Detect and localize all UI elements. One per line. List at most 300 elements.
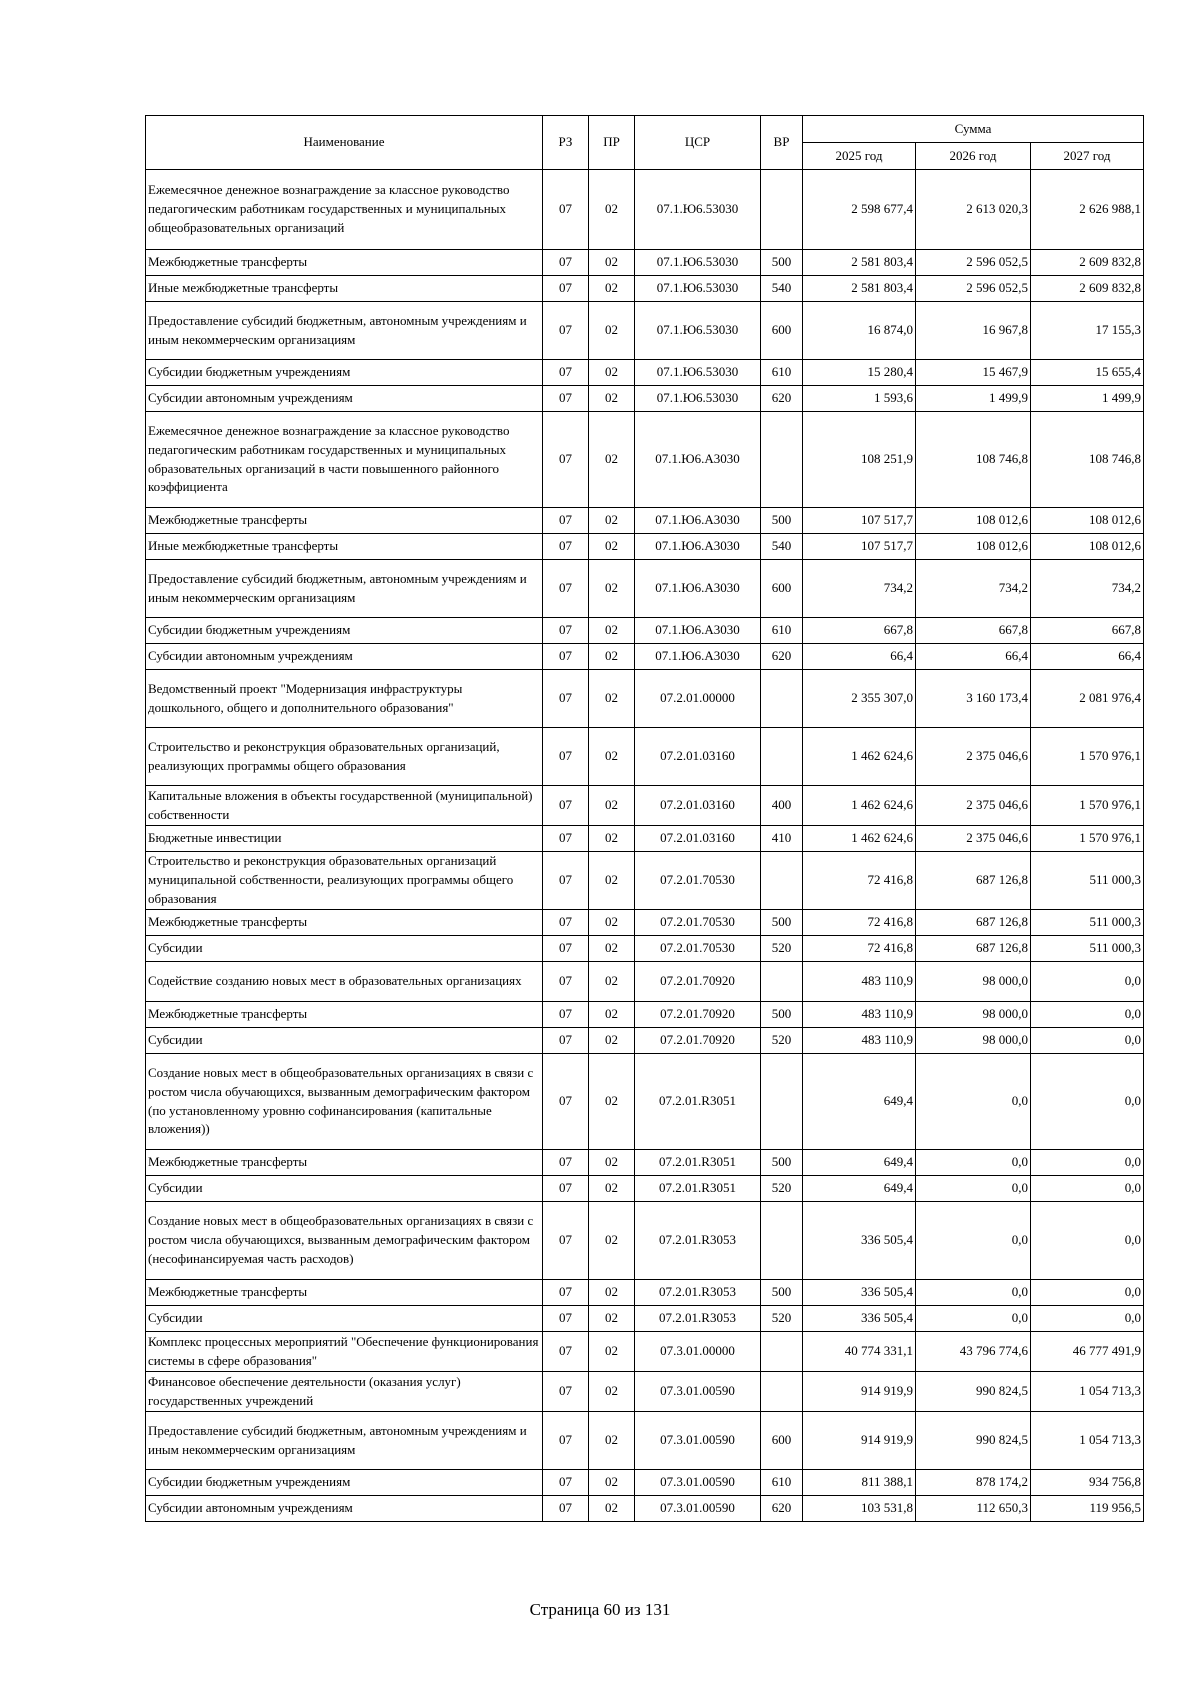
cell-pr: 02 xyxy=(589,910,635,936)
cell-rz: 07 xyxy=(543,1372,589,1412)
cell-name: Межбюджетные трансферты xyxy=(146,910,543,936)
cell-vr: 400 xyxy=(761,786,803,826)
cell-2026: 687 126,8 xyxy=(916,852,1031,910)
cell-pr: 02 xyxy=(589,1176,635,1202)
cell-2027: 66,4 xyxy=(1031,644,1144,670)
table-row xyxy=(146,1054,1144,1150)
cell-2027: 119 956,5 xyxy=(1031,1496,1144,1522)
cell-rz: 07 xyxy=(543,170,589,250)
cell-2026: 16 967,8 xyxy=(916,302,1031,360)
cell-2027: 108 012,6 xyxy=(1031,534,1144,560)
cell-csr: 07.1.Ю6.А3030 xyxy=(635,618,761,644)
cell-2027: 0,0 xyxy=(1031,1150,1144,1176)
cell-2026: 3 160 173,4 xyxy=(916,670,1031,728)
cell-2027: 46 777 491,9 xyxy=(1031,1332,1144,1372)
cell-rz: 07 xyxy=(543,508,589,534)
cell-pr: 02 xyxy=(589,962,635,1002)
cell-2025: 336 505,4 xyxy=(803,1280,916,1306)
cell-name: Создание новых мест в общеобразовательных организациях в связи с ростом числа обучающихся, вызванным демографическим фактором (несофинансируемая часть расходов) xyxy=(146,1202,543,1280)
cell-2025: 107 517,7 xyxy=(803,534,916,560)
cell-2025: 103 531,8 xyxy=(803,1496,916,1522)
cell-vr xyxy=(761,1332,803,1372)
cell-name: Субсидии автономным учреждениям xyxy=(146,644,543,670)
header-pr: ПР xyxy=(589,116,635,170)
cell-rz: 07 xyxy=(543,534,589,560)
cell-name: Межбюджетные трансферты xyxy=(146,250,543,276)
cell-2025: 649,4 xyxy=(803,1150,916,1176)
cell-name: Строительство и реконструкция образовательных организаций, реализующих программы общего образования xyxy=(146,728,543,786)
cell-2026: 0,0 xyxy=(916,1280,1031,1306)
cell-2025: 811 388,1 xyxy=(803,1470,916,1496)
cell-2025: 2 355 307,0 xyxy=(803,670,916,728)
table-row xyxy=(146,728,1144,786)
table-row xyxy=(146,618,1144,644)
cell-vr: 500 xyxy=(761,250,803,276)
cell-vr: 610 xyxy=(761,618,803,644)
cell-vr: 620 xyxy=(761,386,803,412)
cell-vr xyxy=(761,728,803,786)
cell-2025: 72 416,8 xyxy=(803,910,916,936)
cell-2026: 0,0 xyxy=(916,1176,1031,1202)
cell-name: Финансовое обеспечение деятельности (оказания услуг) государственных учреждений xyxy=(146,1372,543,1412)
cell-pr: 02 xyxy=(589,1412,635,1470)
header-sum: Сумма xyxy=(803,116,1144,143)
cell-rz: 07 xyxy=(543,276,589,302)
cell-2026: 0,0 xyxy=(916,1054,1031,1150)
cell-2027: 2 609 832,8 xyxy=(1031,276,1144,302)
cell-pr: 02 xyxy=(589,170,635,250)
cell-csr: 07.2.01.R3053 xyxy=(635,1280,761,1306)
cell-pr: 02 xyxy=(589,1372,635,1412)
cell-2027: 0,0 xyxy=(1031,1280,1144,1306)
cell-vr: 600 xyxy=(761,302,803,360)
cell-2027: 108 746,8 xyxy=(1031,412,1144,508)
cell-pr: 02 xyxy=(589,852,635,910)
cell-vr: 520 xyxy=(761,1176,803,1202)
cell-vr: 500 xyxy=(761,1002,803,1028)
cell-2027: 511 000,3 xyxy=(1031,852,1144,910)
cell-rz: 07 xyxy=(543,670,589,728)
cell-name: Субсидии бюджетным учреждениям xyxy=(146,360,543,386)
cell-pr: 02 xyxy=(589,618,635,644)
cell-vr: 540 xyxy=(761,534,803,560)
cell-rz: 07 xyxy=(543,1176,589,1202)
cell-pr: 02 xyxy=(589,360,635,386)
cell-vr: 410 xyxy=(761,826,803,852)
cell-2026: 112 650,3 xyxy=(916,1496,1031,1522)
cell-name: Создание новых мест в общеобразовательных организациях в связи с ростом числа обучающихся, вызванным демографическим фактором (по установленному уровню софинансирования (капитальные вложения)) xyxy=(146,1054,543,1150)
cell-pr: 02 xyxy=(589,1496,635,1522)
cell-vr xyxy=(761,1202,803,1280)
table-row xyxy=(146,826,1144,852)
cell-csr: 07.2.01.R3051 xyxy=(635,1054,761,1150)
cell-pr: 02 xyxy=(589,534,635,560)
cell-csr: 07.2.01.R3053 xyxy=(635,1202,761,1280)
cell-2025: 649,4 xyxy=(803,1176,916,1202)
cell-csr: 07.2.01.70530 xyxy=(635,910,761,936)
cell-2027: 511 000,3 xyxy=(1031,910,1144,936)
cell-name: Предоставление субсидий бюджетным, автономным учреждениям и иным некоммерческим организациям xyxy=(146,302,543,360)
cell-2026: 1 499,9 xyxy=(916,386,1031,412)
table-row xyxy=(146,302,1144,360)
table-row xyxy=(146,1412,1144,1470)
cell-name: Субсидии xyxy=(146,1176,543,1202)
cell-rz: 07 xyxy=(543,1332,589,1372)
cell-2027: 2 626 988,1 xyxy=(1031,170,1144,250)
cell-csr: 07.2.01.R3053 xyxy=(635,1306,761,1332)
header-2027: 2027 год xyxy=(1031,143,1144,170)
cell-rz: 07 xyxy=(543,1496,589,1522)
cell-2025: 649,4 xyxy=(803,1054,916,1150)
table-row xyxy=(146,360,1144,386)
cell-pr: 02 xyxy=(589,302,635,360)
cell-2026: 2 375 046,6 xyxy=(916,728,1031,786)
cell-pr: 02 xyxy=(589,1028,635,1054)
cell-pr: 02 xyxy=(589,1470,635,1496)
cell-2027: 0,0 xyxy=(1031,1176,1144,1202)
cell-pr: 02 xyxy=(589,508,635,534)
header-2026: 2026 год xyxy=(916,143,1031,170)
cell-csr: 07.1.Ю6.53030 xyxy=(635,386,761,412)
cell-vr: 600 xyxy=(761,1412,803,1470)
cell-pr: 02 xyxy=(589,670,635,728)
cell-vr: 600 xyxy=(761,560,803,618)
cell-2026: 98 000,0 xyxy=(916,1002,1031,1028)
header-2025: 2025 год xyxy=(803,143,916,170)
table-row xyxy=(146,852,1144,910)
cell-2027: 934 756,8 xyxy=(1031,1470,1144,1496)
cell-pr: 02 xyxy=(589,276,635,302)
table-row xyxy=(146,936,1144,962)
cell-csr: 07.1.Ю6.А3030 xyxy=(635,534,761,560)
cell-2026: 108 746,8 xyxy=(916,412,1031,508)
cell-csr: 07.3.01.00590 xyxy=(635,1470,761,1496)
cell-rz: 07 xyxy=(543,936,589,962)
table-row xyxy=(146,1202,1144,1280)
cell-name: Ежемесячное денежное вознаграждение за классное руководство педагогическим работникам государственных и муниципальных образовательных организаций в части повышенного районного коэффициента xyxy=(146,412,543,508)
cell-2026: 990 824,5 xyxy=(916,1372,1031,1412)
cell-rz: 07 xyxy=(543,618,589,644)
cell-2027: 0,0 xyxy=(1031,1202,1144,1280)
table-row xyxy=(146,1470,1144,1496)
cell-name: Субсидии автономным учреждениям xyxy=(146,1496,543,1522)
table-row xyxy=(146,386,1144,412)
cell-2025: 336 505,4 xyxy=(803,1306,916,1332)
cell-pr: 02 xyxy=(589,786,635,826)
cell-vr xyxy=(761,670,803,728)
table-row xyxy=(146,962,1144,1002)
table-row xyxy=(146,560,1144,618)
cell-pr: 02 xyxy=(589,1150,635,1176)
cell-2027: 1 570 976,1 xyxy=(1031,728,1144,786)
table-row xyxy=(146,1280,1144,1306)
cell-csr: 07.1.Ю6.А3030 xyxy=(635,560,761,618)
cell-name: Ежемесячное денежное вознаграждение за классное руководство педагогическим работникам государственных и муниципальных общеобразовательных организаций xyxy=(146,170,543,250)
cell-2026: 43 796 774,6 xyxy=(916,1332,1031,1372)
cell-csr: 07.1.Ю6.А3030 xyxy=(635,412,761,508)
cell-csr: 07.2.01.03160 xyxy=(635,826,761,852)
table-row xyxy=(146,508,1144,534)
cell-rz: 07 xyxy=(543,560,589,618)
cell-2027: 1 054 713,3 xyxy=(1031,1412,1144,1470)
cell-2025: 1 462 624,6 xyxy=(803,826,916,852)
cell-2025: 914 919,9 xyxy=(803,1372,916,1412)
cell-csr: 07.1.Ю6.53030 xyxy=(635,170,761,250)
cell-2027: 0,0 xyxy=(1031,1002,1144,1028)
cell-rz: 07 xyxy=(543,728,589,786)
cell-name: Капитальные вложения в объекты государственной (муниципальной) собственности xyxy=(146,786,543,826)
cell-2026: 108 012,6 xyxy=(916,508,1031,534)
table-row xyxy=(146,276,1144,302)
table-row xyxy=(146,786,1144,826)
cell-2027: 1 570 976,1 xyxy=(1031,786,1144,826)
cell-2025: 16 874,0 xyxy=(803,302,916,360)
cell-2025: 72 416,8 xyxy=(803,936,916,962)
cell-2026: 687 126,8 xyxy=(916,936,1031,962)
cell-vr xyxy=(761,1054,803,1150)
cell-pr: 02 xyxy=(589,1002,635,1028)
cell-2027: 1 054 713,3 xyxy=(1031,1372,1144,1412)
cell-vr: 500 xyxy=(761,1150,803,1176)
cell-name: Субсидии бюджетным учреждениям xyxy=(146,1470,543,1496)
cell-csr: 07.3.01.00590 xyxy=(635,1496,761,1522)
cell-2026: 0,0 xyxy=(916,1202,1031,1280)
cell-2026: 98 000,0 xyxy=(916,1028,1031,1054)
cell-2025: 914 919,9 xyxy=(803,1412,916,1470)
cell-rz: 07 xyxy=(543,852,589,910)
cell-csr: 07.2.01.00000 xyxy=(635,670,761,728)
cell-2025: 336 505,4 xyxy=(803,1202,916,1280)
page-footer: Страница 60 из 131 xyxy=(529,1600,671,1619)
cell-name: Субсидии xyxy=(146,936,543,962)
cell-csr: 07.1.Ю6.А3030 xyxy=(635,644,761,670)
cell-name: Строительство и реконструкция образовательных организаций муниципальной собственности, реализующих программы общего образования xyxy=(146,852,543,910)
cell-2027: 108 012,6 xyxy=(1031,508,1144,534)
cell-csr: 07.2.01.03160 xyxy=(635,786,761,826)
cell-rz: 07 xyxy=(543,962,589,1002)
table-row xyxy=(146,170,1144,250)
cell-2026: 2 375 046,6 xyxy=(916,786,1031,826)
table-row xyxy=(146,534,1144,560)
cell-rz: 07 xyxy=(543,1280,589,1306)
cell-name: Субсидии автономным учреждениям xyxy=(146,386,543,412)
table-row xyxy=(146,1002,1144,1028)
cell-2026: 687 126,8 xyxy=(916,910,1031,936)
cell-2026: 2 596 052,5 xyxy=(916,276,1031,302)
cell-csr: 07.1.Ю6.53030 xyxy=(635,302,761,360)
cell-vr xyxy=(761,852,803,910)
cell-pr: 02 xyxy=(589,250,635,276)
cell-2027: 15 655,4 xyxy=(1031,360,1144,386)
cell-2027: 0,0 xyxy=(1031,1306,1144,1332)
cell-pr: 02 xyxy=(589,936,635,962)
table-body xyxy=(146,170,1144,1522)
cell-pr: 02 xyxy=(589,412,635,508)
cell-2026: 108 012,6 xyxy=(916,534,1031,560)
header-csr: ЦСР xyxy=(635,116,761,170)
cell-name: Межбюджетные трансферты xyxy=(146,508,543,534)
cell-2026: 734,2 xyxy=(916,560,1031,618)
cell-csr: 07.2.01.70920 xyxy=(635,1028,761,1054)
cell-vr: 620 xyxy=(761,644,803,670)
table-row xyxy=(146,250,1144,276)
cell-2026: 2 375 046,6 xyxy=(916,826,1031,852)
header-vr: ВР xyxy=(761,116,803,170)
cell-2025: 734,2 xyxy=(803,560,916,618)
cell-pr: 02 xyxy=(589,1306,635,1332)
cell-csr: 07.2.01.70920 xyxy=(635,1002,761,1028)
cell-rz: 07 xyxy=(543,1028,589,1054)
cell-2026: 0,0 xyxy=(916,1306,1031,1332)
cell-2025: 72 416,8 xyxy=(803,852,916,910)
cell-vr: 610 xyxy=(761,360,803,386)
cell-vr: 520 xyxy=(761,1306,803,1332)
cell-pr: 02 xyxy=(589,1054,635,1150)
cell-rz: 07 xyxy=(543,1412,589,1470)
cell-2027: 734,2 xyxy=(1031,560,1144,618)
cell-2027: 0,0 xyxy=(1031,1054,1144,1150)
cell-name: Субсидии xyxy=(146,1028,543,1054)
header-rz: РЗ xyxy=(543,116,589,170)
table-row xyxy=(146,670,1144,728)
cell-2025: 483 110,9 xyxy=(803,962,916,1002)
cell-vr: 500 xyxy=(761,910,803,936)
cell-name: Комплекс процессных мероприятий "Обеспечение функционирования системы в сфере образования" xyxy=(146,1332,543,1372)
cell-2025: 15 280,4 xyxy=(803,360,916,386)
cell-name: Иные межбюджетные трансферты xyxy=(146,276,543,302)
cell-pr: 02 xyxy=(589,644,635,670)
cell-vr: 610 xyxy=(761,1470,803,1496)
cell-csr: 07.1.Ю6.А3030 xyxy=(635,508,761,534)
cell-rz: 07 xyxy=(543,1202,589,1280)
cell-pr: 02 xyxy=(589,1280,635,1306)
cell-pr: 02 xyxy=(589,560,635,618)
header-name: Наименование xyxy=(146,116,543,170)
cell-rz: 07 xyxy=(543,360,589,386)
cell-2027: 0,0 xyxy=(1031,1028,1144,1054)
cell-rz: 07 xyxy=(543,1306,589,1332)
cell-2026: 15 467,9 xyxy=(916,360,1031,386)
cell-name: Межбюджетные трансферты xyxy=(146,1150,543,1176)
cell-rz: 07 xyxy=(543,1002,589,1028)
cell-csr: 07.2.01.70530 xyxy=(635,936,761,962)
cell-2026: 98 000,0 xyxy=(916,962,1031,1002)
cell-csr: 07.3.01.00590 xyxy=(635,1372,761,1412)
cell-rz: 07 xyxy=(543,1150,589,1176)
cell-2026: 878 174,2 xyxy=(916,1470,1031,1496)
cell-rz: 07 xyxy=(543,386,589,412)
cell-2026: 66,4 xyxy=(916,644,1031,670)
cell-vr: 500 xyxy=(761,1280,803,1306)
cell-2026: 2 613 020,3 xyxy=(916,170,1031,250)
cell-csr: 07.2.01.R3051 xyxy=(635,1176,761,1202)
cell-name: Межбюджетные трансферты xyxy=(146,1280,543,1306)
cell-2025: 667,8 xyxy=(803,618,916,644)
cell-rz: 07 xyxy=(543,826,589,852)
cell-csr: 07.3.01.00590 xyxy=(635,1412,761,1470)
table-row xyxy=(146,1150,1144,1176)
cell-name: Содействие созданию новых мест в образовательных организациях xyxy=(146,962,543,1002)
cell-pr: 02 xyxy=(589,826,635,852)
cell-csr: 07.1.Ю6.53030 xyxy=(635,360,761,386)
cell-pr: 02 xyxy=(589,386,635,412)
cell-vr: 540 xyxy=(761,276,803,302)
cell-2025: 1 593,6 xyxy=(803,386,916,412)
cell-2025: 66,4 xyxy=(803,644,916,670)
cell-csr: 07.2.01.70530 xyxy=(635,852,761,910)
cell-2027: 2 609 832,8 xyxy=(1031,250,1144,276)
cell-2027: 1 570 976,1 xyxy=(1031,826,1144,852)
cell-2025: 483 110,9 xyxy=(803,1002,916,1028)
cell-name: Субсидии бюджетным учреждениям xyxy=(146,618,543,644)
table-row xyxy=(146,1028,1144,1054)
table-header xyxy=(146,116,1144,170)
cell-pr: 02 xyxy=(589,728,635,786)
cell-pr: 02 xyxy=(589,1332,635,1372)
cell-name: Предоставление субсидий бюджетным, автономным учреждениям и иным некоммерческим организациям xyxy=(146,560,543,618)
cell-2025: 2 581 803,4 xyxy=(803,250,916,276)
cell-rz: 07 xyxy=(543,1054,589,1150)
cell-2025: 2 581 803,4 xyxy=(803,276,916,302)
cell-2025: 483 110,9 xyxy=(803,1028,916,1054)
budget-table xyxy=(145,115,1144,1522)
table-row xyxy=(146,910,1144,936)
cell-2025: 1 462 624,6 xyxy=(803,728,916,786)
cell-2027: 511 000,3 xyxy=(1031,936,1144,962)
cell-csr: 07.3.01.00000 xyxy=(635,1332,761,1372)
cell-pr: 02 xyxy=(589,1202,635,1280)
table-row xyxy=(146,1372,1144,1412)
cell-2026: 0,0 xyxy=(916,1150,1031,1176)
cell-rz: 07 xyxy=(543,250,589,276)
cell-rz: 07 xyxy=(543,910,589,936)
cell-csr: 07.1.Ю6.53030 xyxy=(635,250,761,276)
cell-vr xyxy=(761,412,803,508)
table-row xyxy=(146,1176,1144,1202)
cell-csr: 07.2.01.70920 xyxy=(635,962,761,1002)
cell-rz: 07 xyxy=(543,786,589,826)
cell-name: Субсидии xyxy=(146,1306,543,1332)
cell-2026: 990 824,5 xyxy=(916,1412,1031,1470)
table-row xyxy=(146,1496,1144,1522)
cell-name: Предоставление субсидий бюджетным, автономным учреждениям и иным некоммерческим организациям xyxy=(146,1412,543,1470)
cell-2027: 667,8 xyxy=(1031,618,1144,644)
cell-name: Бюджетные инвестиции xyxy=(146,826,543,852)
cell-vr: 500 xyxy=(761,508,803,534)
cell-csr: 07.2.01.R3051 xyxy=(635,1150,761,1176)
cell-csr: 07.2.01.03160 xyxy=(635,728,761,786)
cell-rz: 07 xyxy=(543,302,589,360)
cell-vr: 520 xyxy=(761,936,803,962)
cell-2026: 667,8 xyxy=(916,618,1031,644)
table-row xyxy=(146,644,1144,670)
table-row xyxy=(146,1332,1144,1372)
cell-name: Ведомственный проект "Модернизация инфраструктуры дошкольного, общего и дополнительного образования" xyxy=(146,670,543,728)
cell-rz: 07 xyxy=(543,1470,589,1496)
cell-2025: 2 598 677,4 xyxy=(803,170,916,250)
cell-vr: 620 xyxy=(761,1496,803,1522)
cell-vr: 520 xyxy=(761,1028,803,1054)
cell-vr xyxy=(761,962,803,1002)
cell-2025: 108 251,9 xyxy=(803,412,916,508)
cell-name: Межбюджетные трансферты xyxy=(146,1002,543,1028)
cell-rz: 07 xyxy=(543,644,589,670)
cell-2025: 40 774 331,1 xyxy=(803,1332,916,1372)
cell-2027: 0,0 xyxy=(1031,962,1144,1002)
cell-2026: 2 596 052,5 xyxy=(916,250,1031,276)
cell-2025: 107 517,7 xyxy=(803,508,916,534)
cell-2027: 1 499,9 xyxy=(1031,386,1144,412)
